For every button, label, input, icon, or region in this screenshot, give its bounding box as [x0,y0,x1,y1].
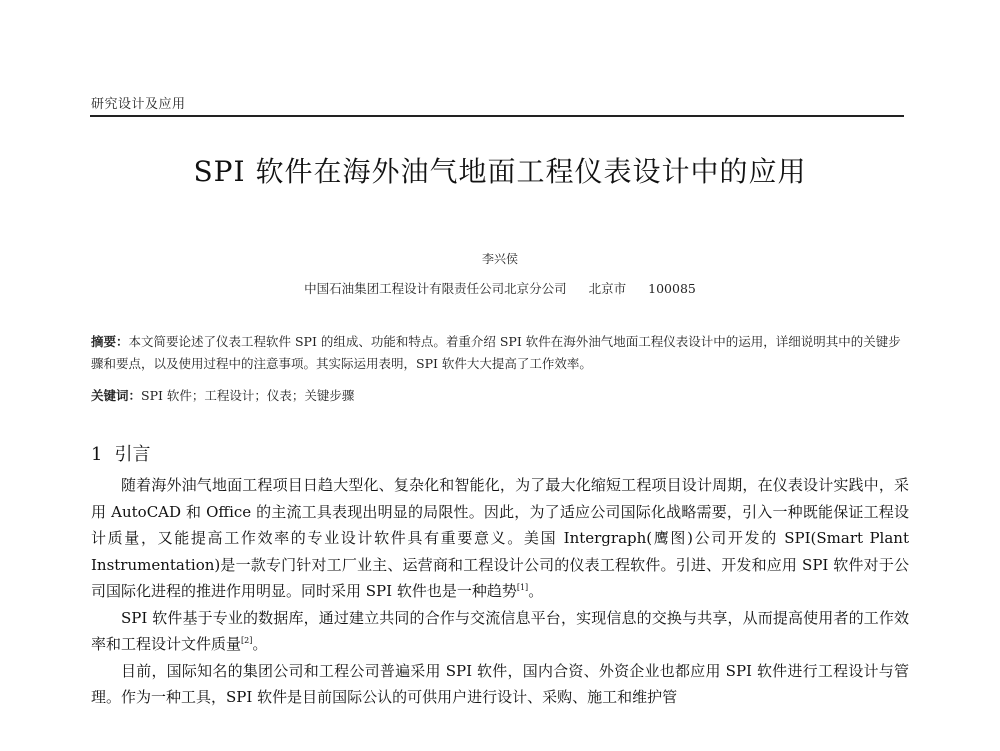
paragraph-text: 目前，国际知名的集团公司和工程公司普遍采用 SPI 软件，国内合资、外资企业也都应用 SPI 软件进行工程设计与管理。作为一种工具，SPI 软件是目前国际公认的可供用户进行设计、采购、施工和维护管 [91,661,909,706]
affiliation-city: 北京市 [588,281,627,296]
paragraph [91,605,909,658]
header-divider [90,115,904,117]
running-header: 研究设计及应用 [91,97,186,112]
citation-ref: [1] [516,583,529,592]
abstract-text: 本文简要论述了仪表工程软件 SPI 的组成、功能和特点。着重介绍 SPI 软件在海外油气地面工程仪表设计中的运用，详细说明其中的关键步骤和要点，以及使用过程中的注意事项。其实际运用表明，SPI 软件大大提高了工作效率。 [91,334,901,371]
keywords-text: SPI 软件；工程设计；仪表；关键步骤 [141,388,355,403]
paragraph [91,658,909,711]
section-title: 引言 [114,444,151,465]
keywords [91,385,906,407]
citation-ref: [2] [241,636,253,645]
author-name: 李兴侯 [481,252,518,266]
section-number: 1 [91,444,103,465]
abstract-label: 摘要： [91,334,129,349]
keywords-label: 关键词： [91,388,142,403]
paragraph-text: 随着海外油气地面工程项目日趋大型化、复杂化和智能化，为了最大化缩短工程项目设计周期，在仪表设计实践中，采用 AutoCAD 和 Office 的主流工具表现出明显的局限性。因此，为了适应公司国际化战略需要，引入一种既能保证工程设计质量，又能提高工作效率的专业设计软件具有重要意义。美国 Intergraph(鹰图)公司开发的 SPI(Smart Plant Instrumentation)是一款专门针对工厂业主、运营商和工程设计公司的仪表工程软件。引进、开发和应用 SPI 软件对于公司国际化进程的推进作用明显。同时采用 SPI 软件也是一种趋势 [91,476,909,600]
paragraph-tail: 。 [528,582,544,600]
body-text [91,472,909,711]
paragraph [91,472,909,605]
paragraph-tail: 。 [252,635,268,653]
paper-title: SPI 软件在海外油气地面工程仪表设计中的应用 [193,155,807,188]
abstract [91,331,906,375]
affiliation-organization: 中国石油集团工程设计有限责任公司北京分公司 [304,281,567,296]
affiliation-postcode: 100085 [648,281,696,296]
paragraph-text: SPI 软件基于专业的数据库，通过建立共同的合作与交流信息平台，实现信息的交换与共享，从而提高使用者的工作效率和工程设计文件质量 [91,608,909,653]
affiliation [0,279,1000,297]
section-heading [91,440,150,466]
